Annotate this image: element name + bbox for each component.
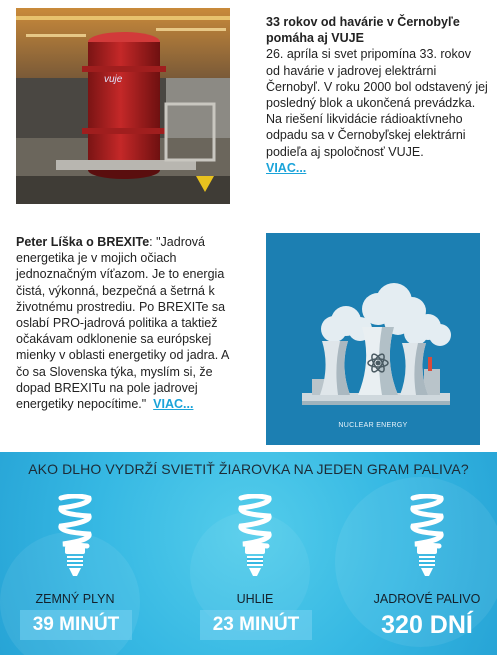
- article-brexit-lead: Peter Líška o BREXITe: [16, 235, 150, 249]
- vuje-label: vuje: [104, 74, 123, 85]
- article-chernobyl-body: 26. apríla si svet pripomína 33. rokov od havárie v jadrovej elektrárni Černobyľ. V roku 2000 bol odstavený jej posledný blok a ukončená prevádzka. Na riešení likvidácie rádioaktívneho odpadu sa v Černobyľskej elektrárni podieľa aj spoločnosť VUJE.: [266, 47, 488, 159]
- article-brexit: [16, 234, 238, 412]
- article-chernobyl: [266, 14, 488, 176]
- chernobyl-photo[interactable]: [16, 8, 230, 204]
- article-chernobyl-headline[interactable]: 33 rokov od havárie v Černobyľe pomáha aj VUJE: [266, 15, 460, 46]
- lightbulb-icon: [405, 494, 449, 580]
- infographic-title: AKO DLHO VYDRŽÍ SVIETIŤ ŽIAROVKA NA JEDEN GRAM PALIVA?: [28, 461, 469, 477]
- infographic-bulb-duration[interactable]: [0, 452, 497, 655]
- nuclear-plant-graphic: [266, 233, 480, 445]
- nuclear-energy-caption: NUCLEAR ENERGY: [338, 422, 408, 429]
- lightbulb-icon: [53, 494, 97, 580]
- infographic-value-coal: 23 MINÚT: [200, 610, 312, 640]
- nuclear-energy-illustration[interactable]: [266, 233, 480, 445]
- article-brexit-more-link[interactable]: VIAC...: [153, 397, 194, 412]
- infographic-value-gas: 39 MINÚT: [20, 610, 132, 640]
- infographic-value-nuclear: 320 DNÍ: [381, 611, 473, 639]
- lightbulb-icon: [233, 494, 277, 580]
- infographic-label-gas: ZEMNÝ PLYN: [35, 592, 115, 606]
- article-brexit-body: : "Jadrová energetika je v mojich očiach jednoznačným víťazom. Je to energia čistá, výkonná, bezpečná a šetrná k životnému prostrediu. Po BREXITe sa oslabí PRO-jadrová politika a taktiež očakávam odklonenie sa európskej mienky v oblasti energetiky od jadra. A čo sa Slovenska týka, myslím si, že dopad BREXITu na pole jadrovej energetiky nepocítime.": [16, 235, 229, 412]
- chernobyl-photo-graphic: [16, 8, 230, 204]
- article-chernobyl-more-link[interactable]: VIAC...: [266, 160, 307, 175]
- infographic-label-nuclear: JADROVÉ PALIVO: [373, 592, 481, 606]
- infographic-label-coal: UHLIE: [236, 592, 274, 606]
